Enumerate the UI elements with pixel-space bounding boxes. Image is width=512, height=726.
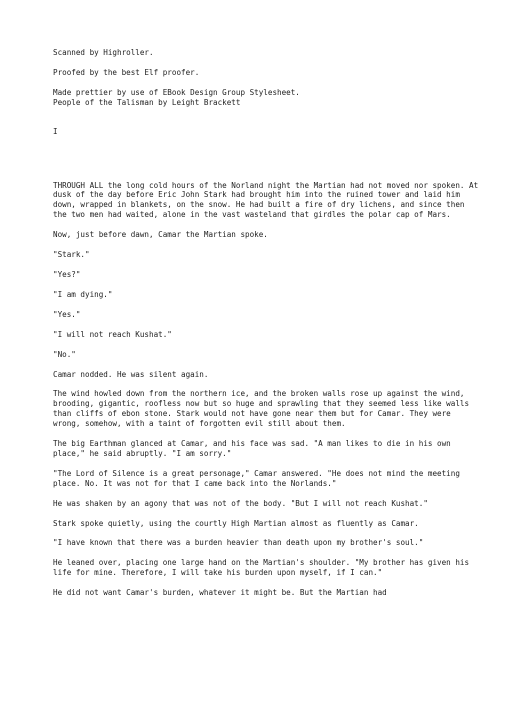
paragraph: "I am dying.": [53, 289, 113, 299]
story-body: [53, 181, 482, 599]
paragraph: "Yes?": [53, 269, 81, 279]
paragraph: The wind howled down from the northern ice, and the broken walls rose up against the wind, brooding, gigantic, roofless now but so huge and sprawling that they seemed less like walls than cliffs of ebon stone. Stark would not have gone near them but for Camar. They were wrong, somehow, with a taint of forgotten evil still about them.: [53, 389, 474, 429]
paragraph: He was shaken by an agony that was not of the body. "But I will not reach Kushat.": [53, 498, 428, 508]
proof-credit: Proofed by the best Elf proofer.: [53, 67, 200, 77]
scan-credit: Scanned by Highroller.: [53, 48, 154, 57]
paragraph: THROUGH ALL the long cold hours of the Norland night the Martian had not moved nor spoken. At dusk of the day before Eric John Stark had brought him into the ruined tower and laid him down, wrapped in blankets, on the snow. He had built a fire of dry lichens, and since then the two men had waited, alone in the vast wasteland that girdles the polar cap of Mars.: [53, 180, 483, 220]
paragraph: "Yes.": [53, 309, 81, 319]
stylesheet-credit: Made prettier by use of EBook Design Group Stylesheet.: [53, 87, 300, 97]
paragraph: "Stark.": [53, 250, 90, 260]
paragraph: "I will not reach Kushat.": [53, 329, 172, 339]
chapter-heading: I: [53, 126, 58, 136]
paragraph: Now, just before dawn, Camar the Martian spoke.: [53, 230, 268, 240]
paragraph: "The Lord of Silence is a great personage," Camar answered. "He does not mind the meeting place. No. It was not for that I came back into the Norlands.": [53, 468, 465, 488]
paragraph: He did not want Camar's burden, whatever it might be. But the Martian had: [53, 588, 387, 598]
front-matter: [53, 48, 482, 108]
paragraph: He leaned over, placing one large hand on the Martian's shoulder. "My brother has given his life for mine. Therefore, I will take his burden upon myself, if I can.": [53, 558, 474, 578]
paragraph: Stark spoke quietly, using the courtly High Martian almost as fluently as Camar.: [53, 518, 419, 528]
paragraph: "No.": [53, 349, 76, 359]
paragraph: "I have known that there was a burden heavier than death upon my brother's soul.": [53, 538, 424, 548]
paragraph: The big Earthman glanced at Camar, and his face was sad. "A man likes to die in his own place," he said abruptly. "I am sorry.": [53, 439, 456, 458]
book-title-line: People of the Talisman by Leight Brackett: [53, 97, 241, 107]
paragraph: Camar nodded. He was silent again.: [53, 369, 209, 379]
